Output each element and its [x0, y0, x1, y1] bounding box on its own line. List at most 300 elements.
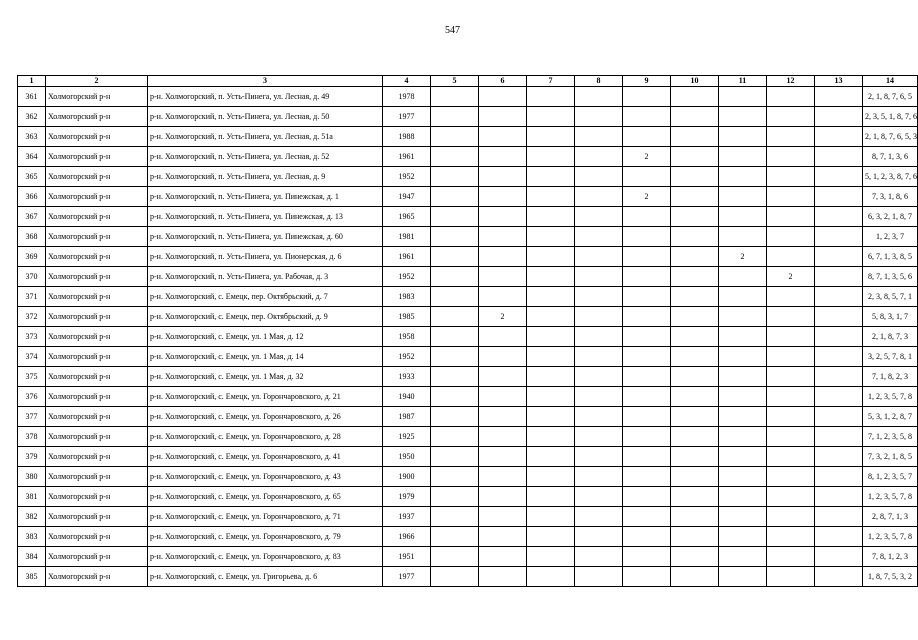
row-number: 363 — [18, 127, 46, 147]
district-cell: Холмогорский р-н — [46, 407, 148, 427]
district-cell: Холмогорский р-н — [46, 107, 148, 127]
col5-cell — [431, 447, 479, 467]
year-cell: 1977 — [383, 107, 431, 127]
col9-cell — [623, 87, 671, 107]
col14-cell: 2, 1, 8, 7, 3 — [863, 327, 918, 347]
column-header-14: 14 — [863, 76, 918, 87]
year-cell: 1952 — [383, 347, 431, 367]
col5-cell — [431, 187, 479, 207]
col6-cell — [479, 207, 527, 227]
col7-cell — [527, 327, 575, 347]
row-number: 373 — [18, 327, 46, 347]
col10-cell — [671, 287, 719, 307]
col12-cell — [767, 307, 815, 327]
address-cell: р-н. Холмогорский, с. Емецк, ул. Горончаровского, д. 65 — [148, 487, 383, 507]
col9-cell — [623, 127, 671, 147]
col8-cell — [575, 447, 623, 467]
col11-cell — [719, 467, 767, 487]
col6-cell — [479, 507, 527, 527]
col5-cell — [431, 567, 479, 587]
col14-cell: 5, 1, 2, 3, 8, 7, 6 — [863, 167, 918, 187]
col8-cell — [575, 207, 623, 227]
col10-cell — [671, 567, 719, 587]
col9-cell — [623, 427, 671, 447]
col6-cell — [479, 287, 527, 307]
address-cell: р-н. Холмогорский, с. Емецк, ул. 1 Мая, д. 14 — [148, 347, 383, 367]
col6-cell — [479, 167, 527, 187]
col11-cell — [719, 127, 767, 147]
year-cell: 1933 — [383, 367, 431, 387]
col14-cell: 7, 8, 1, 2, 3 — [863, 547, 918, 567]
year-cell: 1952 — [383, 167, 431, 187]
col11-cell — [719, 147, 767, 167]
col14-cell: 6, 3, 2, 1, 8, 7 — [863, 207, 918, 227]
col6-cell — [479, 487, 527, 507]
column-header-6: 6 — [479, 76, 527, 87]
col6-cell — [479, 247, 527, 267]
row-number: 372 — [18, 307, 46, 327]
year-cell: 1988 — [383, 127, 431, 147]
col6-cell: 2 — [479, 307, 527, 327]
row-number: 366 — [18, 187, 46, 207]
col11-cell — [719, 107, 767, 127]
col9-cell — [623, 267, 671, 287]
column-header-8: 8 — [575, 76, 623, 87]
col7-cell — [527, 427, 575, 447]
col11-cell — [719, 507, 767, 527]
col8-cell — [575, 407, 623, 427]
address-cell: р-н. Холмогорский, п. Усть-Пинега, ул. Лесная, д. 49 — [148, 87, 383, 107]
col8-cell — [575, 267, 623, 287]
row-number: 374 — [18, 347, 46, 367]
col10-cell — [671, 547, 719, 567]
col9-cell — [623, 347, 671, 367]
col7-cell — [527, 567, 575, 587]
col8-cell — [575, 187, 623, 207]
col8-cell — [575, 327, 623, 347]
year-cell: 1981 — [383, 227, 431, 247]
row-number: 371 — [18, 287, 46, 307]
col10-cell — [671, 407, 719, 427]
col11-cell — [719, 227, 767, 247]
col13-cell — [815, 507, 863, 527]
row-number: 375 — [18, 367, 46, 387]
table-row — [18, 127, 918, 147]
row-number: 385 — [18, 567, 46, 587]
col6-cell — [479, 107, 527, 127]
address-cell: р-н. Холмогорский, с. Емецк, ул. Горончаровского, д. 83 — [148, 547, 383, 567]
col12-cell — [767, 327, 815, 347]
col10-cell — [671, 167, 719, 187]
address-cell: р-н. Холмогорский, с. Емецк, ул. 1 Мая, д. 12 — [148, 327, 383, 347]
table-row — [18, 547, 918, 567]
table-row — [18, 427, 918, 447]
col9-cell — [623, 307, 671, 327]
district-cell: Холмогорский р-н — [46, 347, 148, 367]
col9-cell — [623, 287, 671, 307]
col12-cell — [767, 427, 815, 447]
col11-cell: 2 — [719, 247, 767, 267]
col10-cell — [671, 467, 719, 487]
col13-cell — [815, 267, 863, 287]
col12-cell — [767, 227, 815, 247]
col14-cell: 5, 8, 3, 1, 7 — [863, 307, 918, 327]
col7-cell — [527, 87, 575, 107]
col11-cell — [719, 287, 767, 307]
col14-cell: 7, 1, 2, 3, 5, 8 — [863, 427, 918, 447]
table-row — [18, 247, 918, 267]
col11-cell — [719, 347, 767, 367]
col14-cell: 2, 3, 5, 1, 8, 7, 6 — [863, 107, 918, 127]
col10-cell — [671, 427, 719, 447]
district-cell: Холмогорский р-н — [46, 467, 148, 487]
col5-cell — [431, 207, 479, 227]
table-row — [18, 267, 918, 287]
col12-cell — [767, 207, 815, 227]
year-cell: 1977 — [383, 567, 431, 587]
col14-cell: 8, 7, 1, 3, 6 — [863, 147, 918, 167]
col8-cell — [575, 307, 623, 327]
column-header-1: 1 — [18, 76, 46, 87]
col5-cell — [431, 287, 479, 307]
col9-cell — [623, 227, 671, 247]
col7-cell — [527, 187, 575, 207]
table-row — [18, 507, 918, 527]
col14-cell: 7, 3, 2, 1, 8, 5 — [863, 447, 918, 467]
col5-cell — [431, 367, 479, 387]
col12-cell — [767, 447, 815, 467]
col13-cell — [815, 87, 863, 107]
col8-cell — [575, 227, 623, 247]
col8-cell — [575, 127, 623, 147]
col11-cell — [719, 427, 767, 447]
col8-cell — [575, 87, 623, 107]
col13-cell — [815, 567, 863, 587]
col11-cell — [719, 527, 767, 547]
year-cell: 1987 — [383, 407, 431, 427]
col7-cell — [527, 247, 575, 267]
column-header-10: 10 — [671, 76, 719, 87]
col12-cell — [767, 507, 815, 527]
col9-cell — [623, 327, 671, 347]
col7-cell — [527, 127, 575, 147]
year-cell: 1966 — [383, 527, 431, 547]
col5-cell — [431, 427, 479, 447]
row-number: 383 — [18, 527, 46, 547]
col11-cell — [719, 367, 767, 387]
col8-cell — [575, 147, 623, 167]
col9-cell — [623, 447, 671, 467]
col6-cell — [479, 407, 527, 427]
address-cell: р-н. Холмогорский, п. Усть-Пинега, ул. Лесная, д. 9 — [148, 167, 383, 187]
col14-cell: 1, 2, 3, 5, 7, 8 — [863, 487, 918, 507]
col12-cell — [767, 567, 815, 587]
col14-cell: 6, 7, 1, 3, 8, 5 — [863, 247, 918, 267]
col6-cell — [479, 127, 527, 147]
col12-cell — [767, 527, 815, 547]
col14-cell: 3, 2, 5, 7, 8, 1 — [863, 347, 918, 367]
table-row — [18, 147, 918, 167]
col13-cell — [815, 327, 863, 347]
col6-cell — [479, 267, 527, 287]
col5-cell — [431, 547, 479, 567]
col13-cell — [815, 427, 863, 447]
col12-cell — [767, 467, 815, 487]
col10-cell — [671, 347, 719, 367]
col5-cell — [431, 387, 479, 407]
col8-cell — [575, 287, 623, 307]
district-cell: Холмогорский р-н — [46, 367, 148, 387]
col11-cell — [719, 167, 767, 187]
col9-cell — [623, 247, 671, 267]
col11-cell — [719, 307, 767, 327]
table-row — [18, 287, 918, 307]
col13-cell — [815, 487, 863, 507]
col6-cell — [479, 547, 527, 567]
col12-cell — [767, 487, 815, 507]
year-cell: 1978 — [383, 87, 431, 107]
col10-cell — [671, 487, 719, 507]
col11-cell — [719, 267, 767, 287]
col12-cell — [767, 387, 815, 407]
row-number: 364 — [18, 147, 46, 167]
col10-cell — [671, 507, 719, 527]
row-number: 379 — [18, 447, 46, 467]
table-row — [18, 167, 918, 187]
col13-cell — [815, 447, 863, 467]
col13-cell — [815, 187, 863, 207]
row-number: 368 — [18, 227, 46, 247]
year-cell: 1925 — [383, 427, 431, 447]
year-cell: 1985 — [383, 307, 431, 327]
year-cell: 1937 — [383, 507, 431, 527]
col5-cell — [431, 327, 479, 347]
row-number: 381 — [18, 487, 46, 507]
col7-cell — [527, 387, 575, 407]
col11-cell — [719, 407, 767, 427]
col6-cell — [479, 527, 527, 547]
table-row — [18, 347, 918, 367]
col8-cell — [575, 367, 623, 387]
col14-cell: 1, 2, 3, 7 — [863, 227, 918, 247]
col8-cell — [575, 487, 623, 507]
col5-cell — [431, 487, 479, 507]
col13-cell — [815, 207, 863, 227]
col8-cell — [575, 547, 623, 567]
col7-cell — [527, 527, 575, 547]
col14-cell: 7, 3, 1, 8, 6 — [863, 187, 918, 207]
row-number: 380 — [18, 467, 46, 487]
address-cell: р-н. Холмогорский, с. Емецк, ул. 1 Мая, д. 32 — [148, 367, 383, 387]
col10-cell — [671, 207, 719, 227]
year-cell: 1900 — [383, 467, 431, 487]
col9-cell — [623, 407, 671, 427]
address-cell: р-н. Холмогорский, с. Емецк, ул. Горончаровского, д. 21 — [148, 387, 383, 407]
col12-cell — [767, 287, 815, 307]
col9-cell — [623, 527, 671, 547]
col14-cell: 2, 1, 8, 7, 6, 5, 3 — [863, 127, 918, 147]
table-row — [18, 307, 918, 327]
col9-cell: 2 — [623, 187, 671, 207]
address-cell: р-н. Холмогорский, с. Емецк, ул. Григорьева, д. 6 — [148, 567, 383, 587]
col11-cell — [719, 547, 767, 567]
col10-cell — [671, 107, 719, 127]
table-row — [18, 407, 918, 427]
year-cell: 1947 — [383, 187, 431, 207]
col9-cell — [623, 547, 671, 567]
row-number: 362 — [18, 107, 46, 127]
col8-cell — [575, 247, 623, 267]
col7-cell — [527, 167, 575, 187]
col9-cell — [623, 467, 671, 487]
col5-cell — [431, 527, 479, 547]
col7-cell — [527, 547, 575, 567]
col8-cell — [575, 507, 623, 527]
col13-cell — [815, 367, 863, 387]
district-cell: Холмогорский р-н — [46, 207, 148, 227]
table-row — [18, 367, 918, 387]
row-number: 361 — [18, 87, 46, 107]
district-cell: Холмогорский р-н — [46, 427, 148, 447]
year-cell: 1958 — [383, 327, 431, 347]
column-header-5: 5 — [431, 76, 479, 87]
col7-cell — [527, 347, 575, 367]
table-row — [18, 327, 918, 347]
district-cell: Холмогорский р-н — [46, 227, 148, 247]
col10-cell — [671, 87, 719, 107]
col13-cell — [815, 467, 863, 487]
col7-cell — [527, 307, 575, 327]
col11-cell — [719, 87, 767, 107]
table-row — [18, 207, 918, 227]
col5-cell — [431, 507, 479, 527]
row-number: 365 — [18, 167, 46, 187]
col5-cell — [431, 267, 479, 287]
col11-cell — [719, 487, 767, 507]
address-cell: р-н. Холмогорский, с. Емецк, ул. Горончаровского, д. 28 — [148, 427, 383, 447]
column-header-12: 12 — [767, 76, 815, 87]
address-cell: р-н. Холмогорский, п. Усть-Пинега, ул. Лесная, д. 50 — [148, 107, 383, 127]
col12-cell — [767, 127, 815, 147]
col14-cell: 8, 7, 1, 3, 5, 6 — [863, 267, 918, 287]
col12-cell — [767, 147, 815, 167]
address-cell: р-н. Холмогорский, с. Емецк, ул. Горончаровского, д. 26 — [148, 407, 383, 427]
col10-cell — [671, 447, 719, 467]
col14-cell: 2, 1, 8, 7, 6, 5 — [863, 87, 918, 107]
year-cell: 1965 — [383, 207, 431, 227]
col7-cell — [527, 147, 575, 167]
col13-cell — [815, 127, 863, 147]
district-cell: Холмогорский р-н — [46, 447, 148, 467]
address-cell: р-н. Холмогорский, п. Усть-Пинега, ул. Рабочая, д. 3 — [148, 267, 383, 287]
col9-cell — [623, 167, 671, 187]
row-number: 367 — [18, 207, 46, 227]
col12-cell — [767, 407, 815, 427]
col9-cell — [623, 367, 671, 387]
col13-cell — [815, 547, 863, 567]
col12-cell — [767, 87, 815, 107]
col8-cell — [575, 427, 623, 447]
col12-cell — [767, 367, 815, 387]
col10-cell — [671, 227, 719, 247]
address-cell: р-н. Холмогорский, п. Усть-Пинега, ул. Пионерская, д. 6 — [148, 247, 383, 267]
col11-cell — [719, 387, 767, 407]
address-cell: р-н. Холмогорский, с. Емецк, ул. Горончаровского, д. 71 — [148, 507, 383, 527]
col8-cell — [575, 107, 623, 127]
col13-cell — [815, 247, 863, 267]
year-cell: 1983 — [383, 287, 431, 307]
table-row — [18, 187, 918, 207]
district-cell: Холмогорский р-н — [46, 147, 148, 167]
row-number: 376 — [18, 387, 46, 407]
col12-cell — [767, 167, 815, 187]
col6-cell — [479, 447, 527, 467]
col10-cell — [671, 247, 719, 267]
col14-cell: 8, 1, 2, 3, 5, 7 — [863, 467, 918, 487]
address-cell: р-н. Холмогорский, п. Усть-Пинега, ул. Лесная, д. 51а — [148, 127, 383, 147]
col7-cell — [527, 367, 575, 387]
row-number: 369 — [18, 247, 46, 267]
col13-cell — [815, 387, 863, 407]
col10-cell — [671, 267, 719, 287]
col5-cell — [431, 167, 479, 187]
col9-cell — [623, 567, 671, 587]
col7-cell — [527, 407, 575, 427]
col7-cell — [527, 207, 575, 227]
col13-cell — [815, 107, 863, 127]
col7-cell — [527, 447, 575, 467]
col5-cell — [431, 227, 479, 247]
col14-cell: 2, 8, 7, 1, 3 — [863, 507, 918, 527]
year-cell: 1940 — [383, 387, 431, 407]
column-header-7: 7 — [527, 76, 575, 87]
col9-cell — [623, 487, 671, 507]
district-cell: Холмогорский р-н — [46, 387, 148, 407]
district-cell: Холмогорский р-н — [46, 487, 148, 507]
col13-cell — [815, 147, 863, 167]
address-cell: р-н. Холмогорский, с. Емецк, ул. Горончаровского, д. 79 — [148, 527, 383, 547]
district-cell: Холмогорский р-н — [46, 267, 148, 287]
col12-cell — [767, 187, 815, 207]
col8-cell — [575, 347, 623, 367]
address-cell: р-н. Холмогорский, с. Емецк, ул. Горончаровского, д. 41 — [148, 447, 383, 467]
col12-cell: 2 — [767, 267, 815, 287]
col14-cell: 1, 8, 7, 5, 3, 2 — [863, 567, 918, 587]
table-row — [18, 487, 918, 507]
table-row — [18, 527, 918, 547]
housing-table — [17, 75, 918, 587]
col8-cell — [575, 567, 623, 587]
col13-cell — [815, 347, 863, 367]
col5-cell — [431, 247, 479, 267]
col5-cell — [431, 107, 479, 127]
table-row — [18, 107, 918, 127]
table-row — [18, 227, 918, 247]
col7-cell — [527, 487, 575, 507]
year-cell: 1979 — [383, 487, 431, 507]
col6-cell — [479, 347, 527, 367]
col9-cell — [623, 507, 671, 527]
col12-cell — [767, 347, 815, 367]
col6-cell — [479, 87, 527, 107]
table-row — [18, 447, 918, 467]
col9-cell: 2 — [623, 147, 671, 167]
col7-cell — [527, 287, 575, 307]
col6-cell — [479, 427, 527, 447]
col8-cell — [575, 467, 623, 487]
district-cell: Холмогорский р-н — [46, 127, 148, 147]
row-number: 378 — [18, 427, 46, 447]
